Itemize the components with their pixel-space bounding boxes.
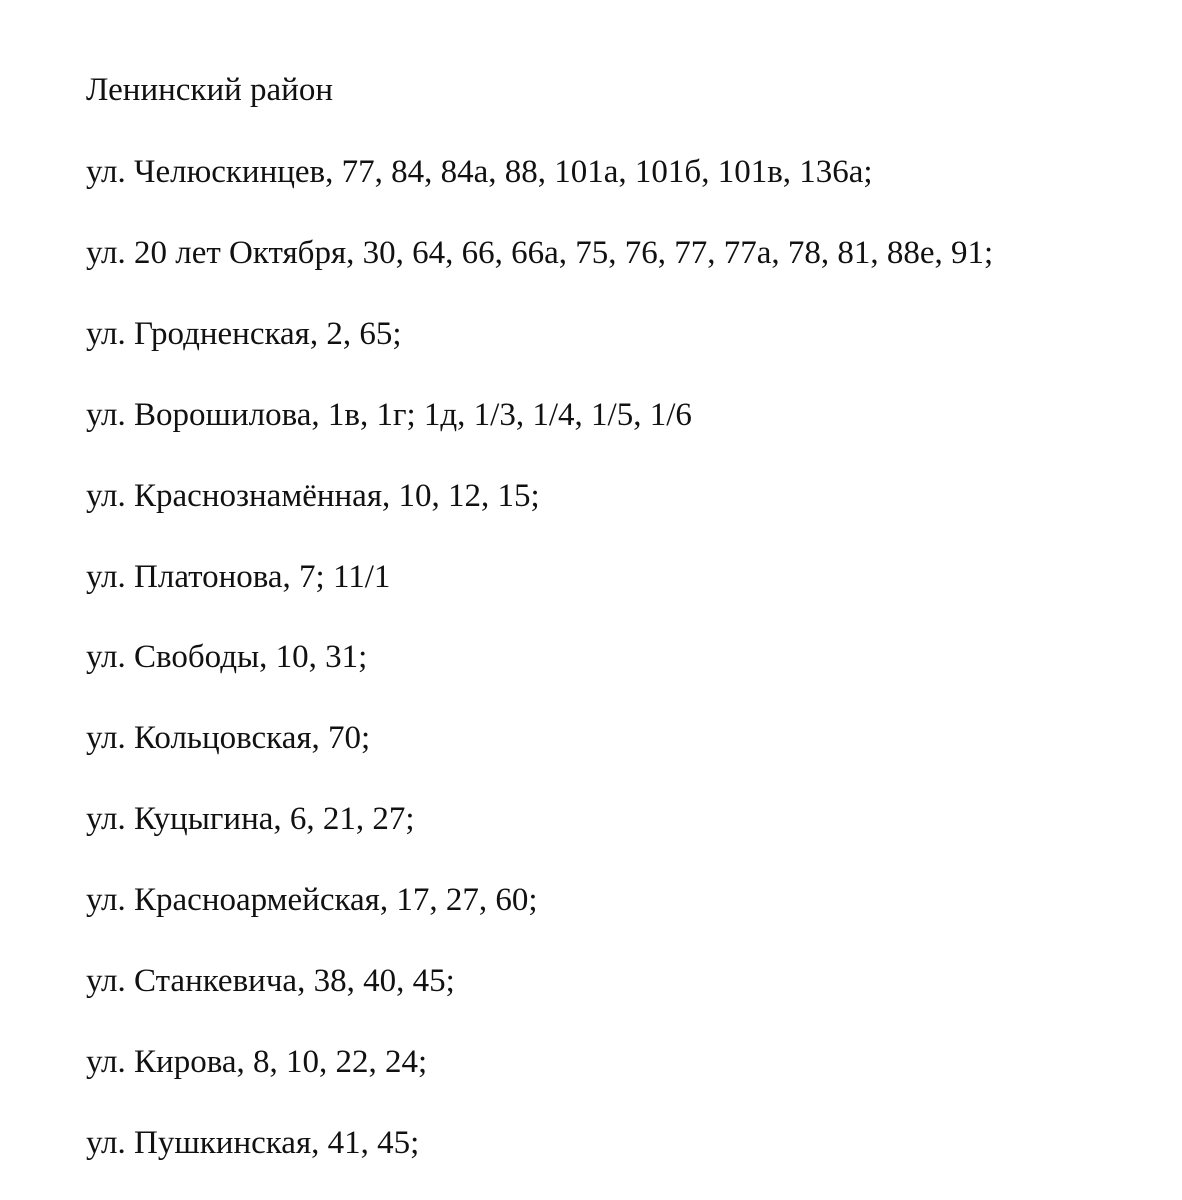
street-line: ул. Станкевича, 38, 40, 45; xyxy=(86,963,455,999)
street-line: ул. Куцыгина, 6, 21, 27; xyxy=(86,801,415,837)
street-line: ул. Ворошилова, 1в, 1г; 1д, 1/3, 1/4, 1/5, 1/6 xyxy=(86,397,692,433)
street-line: ул. Пушкинская, 41, 45; xyxy=(86,1125,420,1161)
street-line: ул. Краснознамённая, 10, 12, 15; xyxy=(86,478,540,514)
street-line: ул. Платонова, 7; 11/1 xyxy=(86,559,391,595)
street-line: ул. Челюскинцев, 77, 84, 84а, 88, 101а, 101б, 101в, 136а; xyxy=(86,154,873,190)
district-heading: Ленинский район xyxy=(86,72,334,108)
street-line: ул. 20 лет Октября, 30, 64, 66, 66а, 75, 76, 77, 77а, 78, 81, 88е, 91; xyxy=(86,235,994,271)
street-line: ул. Кольцовская, 70; xyxy=(86,720,371,756)
street-line: ул. Свободы, 10, 31; xyxy=(86,639,368,675)
street-line: ул. Кирова, 8, 10, 22, 24; xyxy=(86,1044,428,1080)
street-line: ул. Гродненская, 2, 65; xyxy=(86,316,402,352)
street-line: ул. Красноармейская, 17, 27, 60; xyxy=(86,882,538,918)
